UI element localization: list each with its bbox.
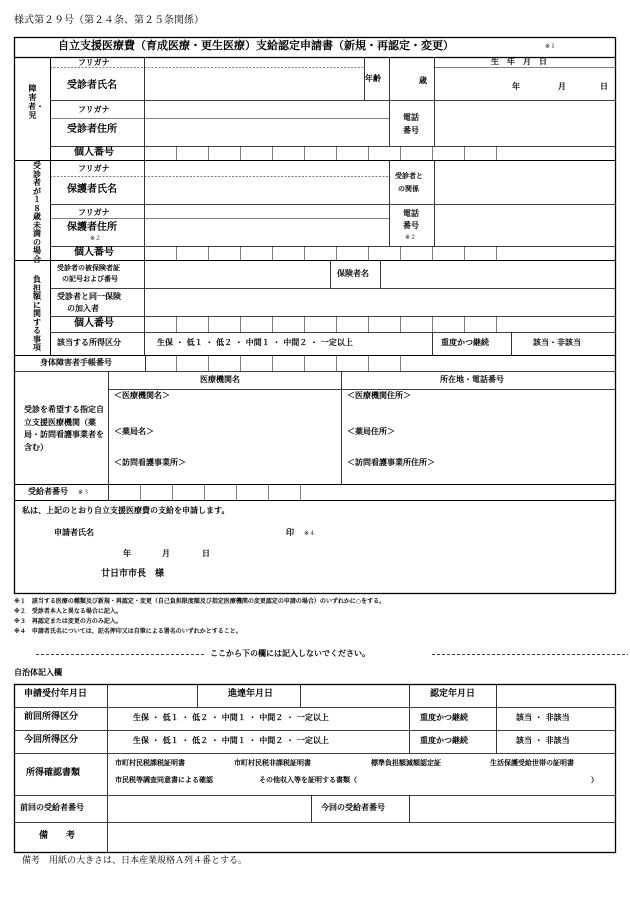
prev-income-options: 生保 ・ 低１ ・ 低２ ・ 中間１ ・ 中間２ ・ 一定以上 xyxy=(133,713,329,722)
patient-furigana-label: フリガナ xyxy=(78,58,110,67)
guardian-name-input[interactable] xyxy=(145,177,389,204)
facility-side-label: 受診を希望する指定自立支援医療機関（薬局・訪問看護事業者を含む） xyxy=(24,405,104,452)
recipient-no-label: 受給者番号 xyxy=(28,487,68,496)
patient-address-input[interactable] xyxy=(145,119,389,146)
doc-nontax-certificate: 市町村民税非課税証明書 xyxy=(234,759,311,767)
curr-applicable: 該当 ・ 非該当 xyxy=(516,736,570,745)
patient-side-label: 障害者・児 xyxy=(28,84,44,120)
guardian-name-label: 保護者氏名 xyxy=(67,184,117,195)
income-doc-label: 所得確認書類 xyxy=(26,768,81,778)
nursing-name-label: ＜訪問看護事業所＞ xyxy=(114,458,186,467)
remarks-label: 備 考 xyxy=(39,831,76,841)
pharmacy-name-label: ＜薬局名＞ xyxy=(114,427,154,436)
footer-note: 備考 用紙の大きさは、日本産業規格Ａ列４番とする。 xyxy=(22,856,248,866)
patient-phone-label-1: 電話 xyxy=(403,113,419,122)
progress-date-label: 進達年月日 xyxy=(228,689,274,699)
guardian-side-label: 受診者が１８歳未満の場合 xyxy=(33,161,41,264)
severe-applicable-options[interactable]: 該当・非該当 xyxy=(533,338,581,347)
doc-consent-check: 市民税等調査同意書による確認 xyxy=(115,776,213,784)
burden-side-label: 負担額に関する事項 xyxy=(33,275,41,352)
declaration-year: 年 xyxy=(123,549,131,558)
curr-income-options: 生保 ・ 低１ ・ 低２ ・ 中間１ ・ 中間２ ・ 一定以上 xyxy=(133,736,329,745)
handbook-no-label: 身体障害者手帳番号 xyxy=(40,358,112,367)
curr-recipient-no-label: 今回の受給者番号 xyxy=(321,803,385,812)
relation-label-1: 受診者と xyxy=(395,172,423,180)
severe-continuous-label: 重度かつ継続 xyxy=(441,338,489,347)
addressee: 廿日市市長 様 xyxy=(101,569,165,579)
form-title: 自立支援医療費（育成医療・更生医療）支給認定申請書（新規・再認定・変更） xyxy=(58,39,454,52)
hospital-name-label: ＜医療機関名＞ xyxy=(114,391,170,400)
recipient-no-note: ※３ xyxy=(78,489,90,496)
note-3: ※３ 再認定または変更の方のみ記入。 xyxy=(14,618,122,625)
doc-welfare-certificate: 生活保護受給世帯の証明書 xyxy=(490,759,574,767)
birth-day: 日 xyxy=(600,82,608,91)
hospital-address-label: ＜医療機関住所＞ xyxy=(347,391,411,400)
patient-phone-label-2: 番号 xyxy=(403,126,419,135)
seal-label: 印 xyxy=(286,528,294,537)
same-insurance-label-2: の加入者 xyxy=(67,304,99,313)
curr-income-label: 今回所得区分 xyxy=(24,735,79,745)
office-section-heading: 自治体記入欄 xyxy=(14,668,62,677)
patient-name-input[interactable] xyxy=(145,68,364,100)
patient-name-label: 受診者氏名 xyxy=(67,80,117,91)
form-number: 様式第２９号（第２４条、第２５条関係） xyxy=(14,15,204,26)
doc-other-income: その他収入等を証明する書類（ xyxy=(259,776,357,784)
relation-label-2: の関係 xyxy=(398,185,419,193)
prev-income-label: 前回所得区分 xyxy=(24,712,79,722)
note-1: ※１ 該当する医療の種類及び新規・再認定・変更（自己負担限度額及び指定医療機関の変更認定の申請の場合）のいずれかに○をする。 xyxy=(14,598,386,605)
title-note: ※１ xyxy=(545,43,557,50)
cutline-text: ここから下の欄には記入しないでください。 xyxy=(210,649,370,658)
facility-col-name: 医療機関名 xyxy=(200,375,240,384)
applicant-name-input[interactable] xyxy=(110,524,280,542)
patient-personal-no-label: 個人番号 xyxy=(74,147,114,158)
insurance-no-label-2: の記号および番号 xyxy=(62,275,118,283)
received-date-label: 申請受付年月日 xyxy=(24,689,88,699)
curr-severe-label: 重度かつ継続 xyxy=(420,736,468,745)
guardian-phone-label-2: 番号 xyxy=(403,221,419,230)
guardian-phone-label-1: 電話 xyxy=(403,209,419,218)
guardian-furigana-label: フリガナ xyxy=(78,164,110,173)
guardian-phone-note: ※２ xyxy=(405,234,417,241)
patient-address-label: 受診者住所 xyxy=(67,124,117,135)
doc-other-close: ） xyxy=(591,776,598,784)
doc-tax-certificate: 市町村民税課税証明書 xyxy=(115,759,185,767)
guardian-address-label: 保護者住所 xyxy=(67,222,117,233)
seal-note: ※４ xyxy=(304,530,316,537)
nursing-address-label: ＜訪問看護事業所住所＞ xyxy=(347,458,435,467)
applicant-name-label: 申請者氏名 xyxy=(54,528,94,537)
same-insurance-label-1: 受診者と同一保険 xyxy=(57,292,121,301)
income-options[interactable]: 生保 ・ 低１ ・ 低２ ・ 中間１ ・ 中間２ ・ 一定以上 xyxy=(157,338,353,347)
burden-personal-no-label: 個人番号 xyxy=(74,318,114,329)
facility-col-address: 所在地・電話番号 xyxy=(440,375,504,384)
guardian-address-input[interactable] xyxy=(145,219,389,246)
patient-address-furigana: フリガナ xyxy=(78,105,110,114)
age-unit: 歳 xyxy=(419,76,427,85)
prev-applicable: 該当 ・ 非該当 xyxy=(516,713,570,722)
guardian-personal-no-label: 個人番号 xyxy=(74,247,114,258)
guardian-address-furigana: フリガナ xyxy=(78,208,110,217)
declaration-month: 月 xyxy=(162,549,170,558)
approved-date-label: 認定年月日 xyxy=(430,689,476,699)
guardian-address-note: ※２ xyxy=(90,235,102,242)
insurance-no-label-1: 受診者の被保険者証 xyxy=(57,264,120,272)
birth-month: 月 xyxy=(558,82,566,91)
birth-year: 年 xyxy=(512,82,520,91)
note-4: ※４ 申請者氏名については、記名押印又は自筆による署名のいずれかとすること。 xyxy=(14,628,242,635)
prev-recipient-no-label: 前回の受給者番号 xyxy=(20,803,84,812)
income-class-label: 該当する所得区分 xyxy=(57,338,121,347)
insurer-label: 保険者名 xyxy=(337,269,369,278)
declaration-day: 日 xyxy=(202,549,210,558)
pharmacy-address-label: ＜薬局住所＞ xyxy=(347,427,395,436)
prev-severe-label: 重度かつ継続 xyxy=(420,713,468,722)
birth-date-label: 生 年 月 日 xyxy=(491,57,547,66)
declaration-statement: 私は、上記のとおり自立支援医療費の支給を申請します。 xyxy=(22,506,230,515)
age-label: 年齢 xyxy=(365,74,381,83)
note-2: ※２ 受診者本人と異なる場合に記入。 xyxy=(14,608,122,615)
doc-reduction-certificate: 標準負担額減額認定証 xyxy=(371,759,441,767)
